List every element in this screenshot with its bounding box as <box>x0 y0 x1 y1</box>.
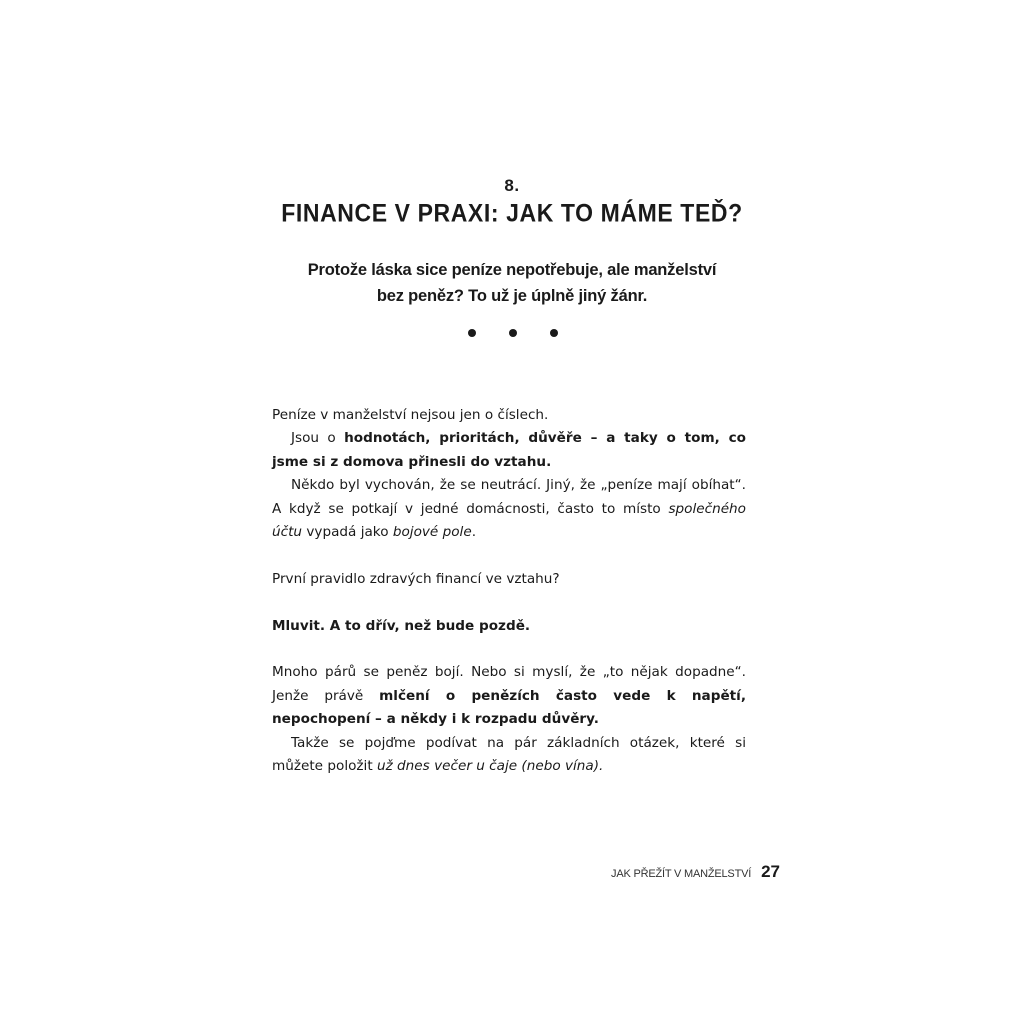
paragraph: Mnoho párů se peněz bojí. Nebo si myslí, že „to nějak dopadne“. Jenže právě mlčení o penězích často vede k napětí, nepochopení – a někdy i k rozpadu důvěry. <box>272 664 746 728</box>
bold-emphasis: mlčení o penězích často vede k napětí, nepochopení – a někdy i k rozpadu důvěry. <box>272 687 746 728</box>
divider-dot-icon <box>509 329 517 337</box>
chapter-number: 8. <box>504 176 520 195</box>
chapter-title: FINANCE V PRAXI: JAK TO MÁME TEĎ? <box>281 198 743 227</box>
paragraph: Takže se pojďme podívat na pár základních otázek, které si můžete položit už dnes večer u čaje (nebo vína). <box>272 734 746 775</box>
page-number: 27 <box>761 862 780 881</box>
chapter-subtitle <box>0 257 1024 309</box>
section-divider-dots <box>468 329 558 339</box>
running-footer-title: JAK PŘEŽÍT V MANŽELSTVÍ <box>611 868 752 880</box>
paragraph <box>272 615 746 638</box>
italic-emphasis: společného účtu <box>272 500 746 541</box>
paragraph: První pravidlo zdravých financí ve vztahu? <box>272 570 560 587</box>
subtitle-line-1: Protože láska sice peníze nepotřebuje, ale manželství <box>307 261 717 279</box>
page-footer <box>611 862 780 882</box>
bold-emphasis: hodnotách, prioritách, důvěře – a taky o tom, co jsme si z domova přinesli do vztahu. <box>272 430 747 470</box>
body-text <box>272 404 746 778</box>
paragraph: Někdo byl vychován, že se neutrácí. Jiný, že „peníze mají obíhat“. A když se potkají v jedné domácnosti, často to místo společného účtu vypadá jako bojové pole. <box>272 477 746 541</box>
italic-emphasis: bojové pole <box>392 524 472 541</box>
italic-emphasis: už dnes večer u čaje (nebo vína). <box>376 758 604 775</box>
paragraph: Peníze v manželství nejsou jen o číslech. <box>272 407 549 423</box>
bold-emphasis: Mluvit. A to dřív, než bude pozdě. <box>272 617 531 634</box>
paragraph: Jsou o hodnotách, prioritách, důvěře – a taky o tom, co jsme si z domova přinesli do vztahu. <box>272 430 747 470</box>
subtitle-line-2: bez peněz? To už je úplně jiný žánr. <box>376 287 648 305</box>
divider-dot-icon <box>550 329 558 337</box>
divider-dot-icon <box>468 329 476 337</box>
